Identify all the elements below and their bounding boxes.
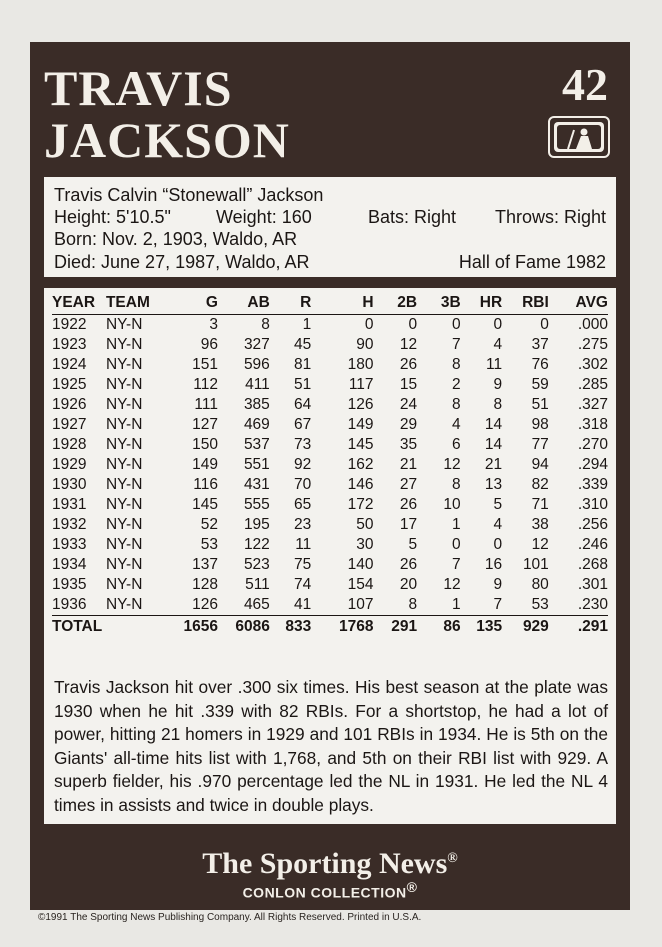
bats: Bats: Right: [368, 207, 457, 227]
stat-cell: 53: [200, 536, 218, 553]
stat-cell: 1928: [52, 436, 87, 453]
stat-cell: 24: [399, 396, 418, 413]
column-header: YEAR: [52, 292, 106, 315]
column-header: AB: [218, 292, 270, 315]
table-row: [52, 595, 608, 616]
stat-cell: 82: [531, 476, 549, 493]
stat-cell: 116: [193, 476, 218, 493]
stat-cell: 6: [452, 436, 461, 453]
stat-cell: NY-N: [105, 376, 143, 393]
stat-cell: 112: [193, 376, 218, 393]
stat-cell: 70: [294, 476, 312, 493]
stat-cell: 53: [531, 596, 549, 613]
mlb-logo-icon: [548, 116, 610, 158]
stat-cell: 20: [399, 576, 418, 593]
stat-cell: 7: [452, 336, 461, 353]
stat-cell: 4: [493, 336, 503, 353]
stat-cell: .256: [577, 516, 608, 533]
stat-cell: NY-N: [105, 456, 143, 473]
stat-cell: NY-N: [105, 356, 143, 373]
stat-cell: 135: [461, 616, 502, 639]
stat-cell: 98: [531, 416, 549, 433]
bio-panel: [44, 177, 616, 277]
footer: [30, 842, 630, 901]
stat-cell: 1656: [166, 616, 218, 639]
full-name: Travis Calvin “Stonewall” Jackson: [54, 185, 324, 205]
stat-cell: 126: [192, 596, 218, 613]
table-row: [52, 495, 608, 515]
stat-cell: 0: [452, 536, 461, 553]
column-header: G: [166, 292, 218, 315]
stat-cell: NY-N: [105, 496, 143, 513]
stat-cell: .310: [577, 496, 608, 513]
stat-cell: 1926: [52, 396, 87, 413]
stat-cell: 71: [531, 496, 549, 513]
stat-cell: 5: [493, 496, 503, 513]
stat-cell: 4: [493, 516, 503, 533]
stat-cell: 122: [243, 536, 270, 553]
stat-cell: 126: [347, 396, 374, 413]
stat-cell: NY-N: [105, 396, 143, 413]
sporting-news-logo: [30, 842, 630, 881]
stat-cell: 1929: [52, 456, 87, 473]
column-header: R: [270, 292, 311, 315]
stat-cell: 146: [347, 476, 374, 493]
stat-cell: 16: [484, 556, 503, 573]
stat-cell: .246: [577, 536, 608, 553]
stat-cell: 8: [452, 396, 461, 413]
column-header: RBI: [502, 292, 549, 315]
stat-cell: .339: [577, 476, 608, 493]
stat-cell: 127: [192, 416, 218, 433]
stat-cell: .000: [577, 316, 608, 333]
stat-cell: 96: [200, 336, 218, 353]
stat-cell: 1: [302, 316, 312, 333]
died: Died: June 27, 1987, Waldo, AR: [54, 252, 310, 272]
stat-cell: 12: [399, 336, 418, 353]
first-name: TRAVIS: [44, 60, 233, 116]
stat-cell: 67: [294, 416, 312, 433]
stat-cell: 13: [484, 476, 503, 493]
stat-cell: 929: [502, 616, 549, 639]
stat-cell: NY-N: [105, 476, 143, 493]
stat-cell: 37: [531, 336, 549, 353]
column-header: 3B: [417, 292, 461, 315]
stat-cell: 7: [493, 596, 503, 613]
stat-cell: 1935: [52, 576, 87, 593]
stat-cell: 8: [493, 396, 503, 413]
stat-cell: 0: [540, 316, 549, 333]
stat-cell: 12: [443, 576, 461, 593]
stat-cell: 1: [452, 596, 461, 613]
stat-cell: 137: [192, 556, 218, 573]
table-row: [52, 335, 608, 355]
baseball-card: [30, 42, 630, 910]
stat-cell: NY-N: [105, 316, 143, 333]
stat-cell: NY-N: [105, 516, 143, 533]
stat-cell: 1933: [52, 536, 87, 553]
stat-cell: 3: [209, 316, 218, 333]
player-name: [44, 62, 290, 166]
table-row: [52, 395, 608, 415]
table-row: [52, 355, 608, 375]
column-header: H: [311, 292, 373, 315]
throws: Throws: Right: [494, 207, 606, 227]
stats-header-row: [52, 292, 608, 315]
stat-cell: 0: [493, 536, 503, 553]
stat-cell: 77: [531, 436, 549, 453]
stat-cell: .275: [577, 336, 608, 353]
stat-cell: .301: [577, 576, 608, 593]
copyright: ©1991 The Sporting News Publishing Company. All Rights Reserved. Printed in U.S.A.: [38, 912, 422, 923]
stat-cell: 511: [245, 576, 270, 593]
stat-cell: 1934: [52, 556, 87, 573]
stat-cell: 8: [452, 476, 461, 493]
stat-cell: 1924: [52, 356, 87, 373]
stat-cell: 596: [243, 356, 270, 373]
column-header: HR: [461, 292, 502, 315]
stat-cell: 92: [294, 456, 312, 473]
height: Height: 5'10.5": [54, 207, 171, 227]
stat-cell: 65: [294, 496, 312, 513]
stat-cell: 15: [399, 376, 418, 393]
stat-cell: 1768: [311, 616, 373, 639]
stat-cell: 74: [294, 576, 312, 593]
table-row: [52, 315, 608, 336]
stat-cell: 1931: [52, 496, 87, 513]
table-row: [52, 475, 608, 495]
stat-cell: .270: [577, 436, 608, 453]
registered-mark: ®: [447, 851, 458, 866]
table-row: [52, 555, 608, 575]
stat-cell: .318: [577, 416, 608, 433]
stat-cell: 1932: [52, 516, 87, 533]
stat-cell: 117: [348, 376, 374, 393]
stat-cell: NY-N: [105, 416, 143, 433]
stat-cell: 107: [347, 596, 374, 613]
stat-cell: 75: [294, 556, 312, 573]
stat-cell: 11: [486, 356, 503, 373]
stat-cell: 9: [493, 376, 503, 393]
stat-cell: 29: [399, 416, 418, 433]
stat-cell: 27: [399, 476, 418, 493]
stat-cell: 833: [270, 616, 311, 639]
stat-cell: 59: [531, 376, 549, 393]
stat-cell: 2: [452, 376, 461, 393]
stat-cell: 64: [294, 396, 312, 413]
stat-cell: 94: [531, 456, 549, 473]
stat-cell: .285: [577, 376, 608, 393]
stat-cell: .291: [549, 616, 608, 639]
stat-cell: 1923: [52, 336, 87, 353]
stat-cell: 8: [261, 316, 270, 333]
stat-cell: 555: [243, 496, 270, 513]
stat-cell: 12: [443, 456, 461, 473]
table-row: [52, 535, 608, 555]
column-header: TEAM: [106, 292, 166, 315]
stat-cell: 26: [399, 356, 418, 373]
stat-cell: 51: [531, 396, 549, 413]
stat-cell: 26: [399, 496, 418, 513]
stat-cell: 431: [243, 476, 270, 493]
stat-cell: 465: [243, 596, 270, 613]
stat-cell: 101: [522, 556, 549, 573]
hall-of-fame: Hall of Fame 1982: [458, 252, 606, 272]
stat-cell: .268: [577, 556, 608, 573]
stat-cell: 149: [347, 416, 374, 433]
last-name: JACKSON: [44, 112, 290, 168]
stat-cell: 41: [294, 596, 312, 613]
stat-cell: 551: [243, 456, 270, 473]
stat-cell: NY-N: [105, 436, 143, 453]
stat-cell: 195: [243, 516, 270, 533]
stat-cell: 0: [452, 316, 461, 333]
stat-cell: 150: [192, 436, 218, 453]
stat-cell: 9: [493, 576, 503, 593]
collection-label: CONLON COLLECTION: [242, 884, 407, 901]
stats-body: [52, 315, 608, 639]
stat-cell: 1925: [52, 376, 87, 393]
stat-cell: 1930: [52, 476, 87, 493]
stat-cell: 1922: [52, 316, 87, 333]
stat-cell: 154: [347, 576, 374, 593]
stat-cell: 8: [408, 596, 418, 613]
stats-table: [52, 292, 608, 638]
stat-cell: 0: [364, 316, 374, 333]
stat-cell: 537: [243, 436, 270, 453]
stat-cell: 86: [417, 616, 461, 639]
stat-cell: 327: [243, 336, 270, 353]
column-header: 2B: [374, 292, 418, 315]
stat-cell: NY-N: [105, 536, 143, 553]
stat-cell: 385: [243, 396, 270, 413]
stat-cell: 411: [245, 376, 270, 393]
stat-cell: 1: [452, 516, 461, 533]
stat-cell: 145: [192, 496, 218, 513]
stat-cell: 469: [243, 416, 270, 433]
table-row: [52, 575, 608, 595]
stat-cell: NY-N: [105, 596, 143, 613]
stat-cell: NY-N: [105, 576, 143, 593]
total-row: [52, 616, 608, 639]
stat-cell: .302: [577, 356, 608, 373]
born: Born: Nov. 2, 1903, Waldo, AR: [54, 229, 298, 249]
stat-cell: 50: [356, 516, 374, 533]
stat-cell: 90: [356, 336, 374, 353]
stat-cell: 21: [484, 456, 503, 473]
column-header: AVG: [549, 292, 608, 315]
stat-cell: 0: [408, 316, 418, 333]
stat-cell: 4: [452, 416, 461, 433]
stat-cell: 162: [347, 456, 374, 473]
stat-cell: 8: [452, 356, 461, 373]
stat-cell: 172: [347, 496, 374, 513]
stat-cell: 5: [408, 536, 418, 553]
stat-cell: 73: [294, 436, 312, 453]
table-row: [52, 375, 608, 395]
stat-cell: 76: [531, 356, 549, 373]
stat-cell: 21: [399, 456, 418, 473]
stat-cell: 291: [374, 616, 418, 639]
stat-cell: 14: [484, 416, 503, 433]
stat-cell: 11: [295, 536, 312, 553]
stat-cell: 30: [356, 536, 374, 553]
stat-cell: 12: [531, 536, 549, 553]
stat-cell: 151: [192, 356, 218, 373]
stat-cell: 51: [294, 376, 312, 393]
stat-cell: 80: [531, 576, 549, 593]
stat-cell: NY-N: [105, 336, 143, 353]
table-row: [52, 415, 608, 435]
stat-cell: 23: [294, 516, 312, 533]
stat-cell: 1936: [52, 596, 87, 613]
stat-cell: 14: [484, 436, 503, 453]
stat-cell: 6086: [218, 616, 270, 639]
card-number: 42: [562, 59, 608, 110]
stat-cell: NY-N: [105, 556, 143, 573]
stat-cell: 38: [531, 516, 549, 533]
stat-cell: 26: [399, 556, 418, 573]
weight: Weight: 160: [216, 207, 312, 227]
stat-cell: .294: [577, 456, 608, 473]
collection-registered-mark: ®: [406, 879, 418, 895]
stat-cell: 17: [399, 516, 418, 533]
career-summary: Travis Jackson hit over .300 six times. His best season at the plate was 1930 when he hit .339 with 82 RBIs. For a shortstop, he had a lot of power, hitting 21 homers in 1929 and 101 RBIs in 1934. He is 5th on the Giants' all-time hits list with 1,768, and 5th on their RBI list with 929. A superb fielder, his .970 percentage led the NL in 1931. He led the NL 4 times in assists and twice in double plays.: [54, 677, 608, 815]
collection-name: [30, 879, 630, 901]
stat-cell: .230: [577, 596, 608, 613]
brand-name: The Sporting News: [202, 847, 448, 880]
stat-cell: 140: [347, 556, 374, 573]
stat-cell: 145: [347, 436, 374, 453]
table-row: [52, 435, 608, 455]
stat-cell: [106, 616, 166, 639]
stat-cell: 52: [200, 516, 218, 533]
stat-cell: 45: [294, 336, 312, 353]
stat-cell: 7: [452, 556, 461, 573]
stat-cell: 35: [399, 436, 418, 453]
table-row: [52, 515, 608, 535]
stat-cell: 81: [294, 356, 312, 373]
table-row: [52, 455, 608, 475]
stat-cell: .327: [577, 396, 608, 413]
stat-cell: 149: [192, 456, 218, 473]
stat-cell: 10: [443, 496, 461, 513]
stat-cell: 1927: [52, 416, 87, 433]
stats-panel: [44, 288, 616, 824]
stat-cell: 523: [243, 556, 270, 573]
stat-cell: 128: [192, 576, 218, 593]
stat-cell: 180: [347, 356, 374, 373]
stat-cell: 0: [493, 316, 503, 333]
stat-cell: TOTAL: [52, 616, 106, 639]
stat-cell: 111: [194, 396, 218, 413]
